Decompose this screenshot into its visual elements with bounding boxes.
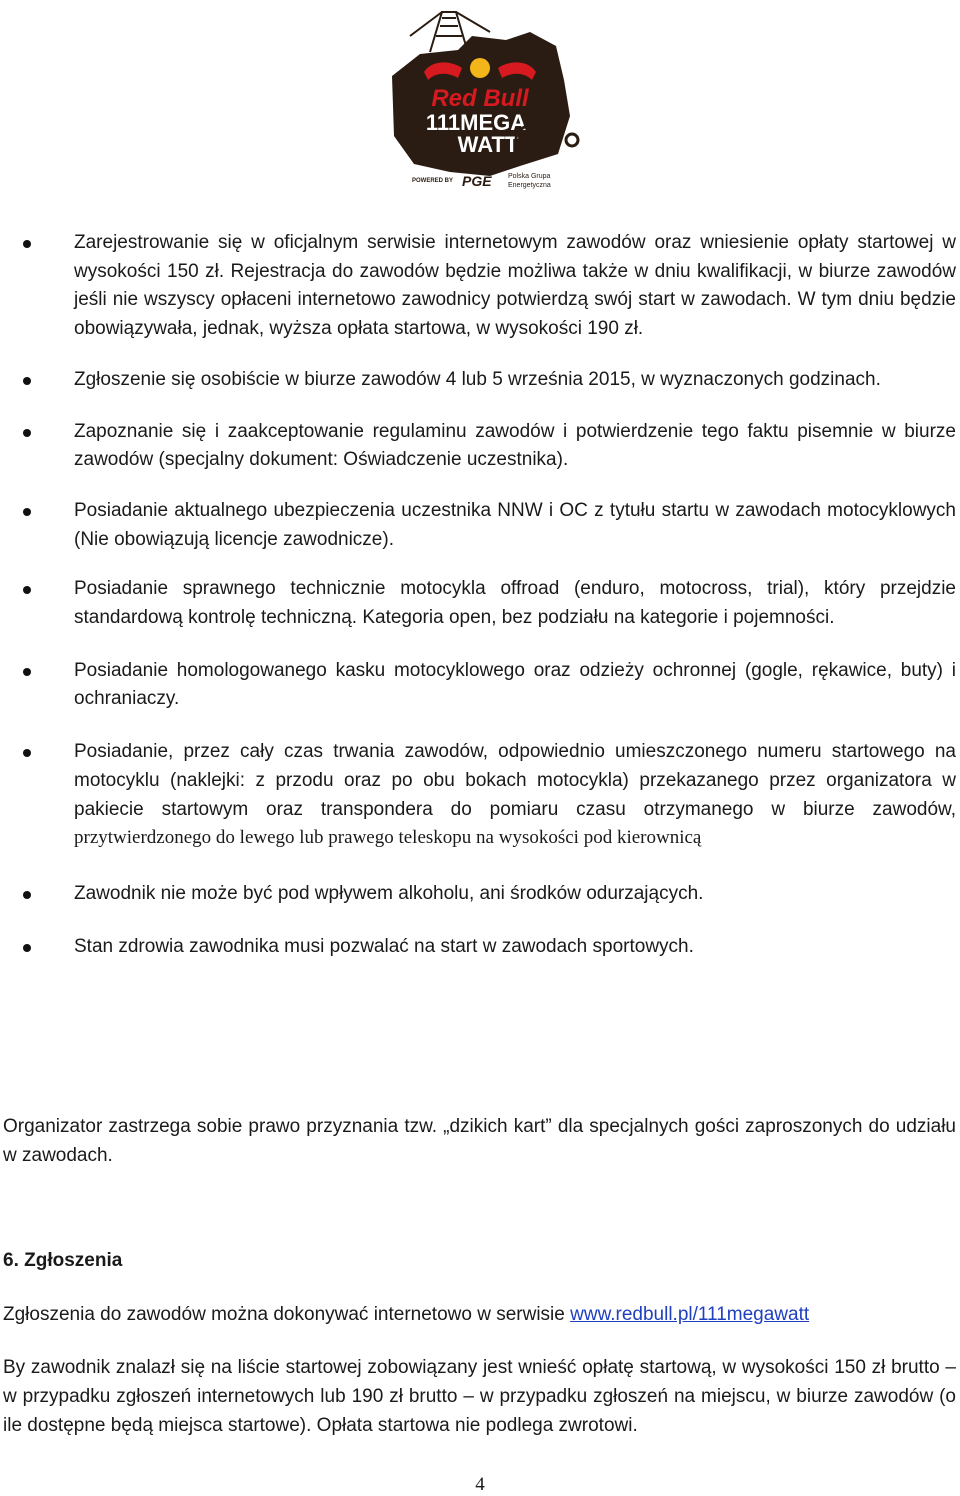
logo-line1-text: 111MEGA	[425, 110, 527, 135]
requirements-list	[0, 229, 960, 961]
logo-sponsor-line1: Polska Grupa	[508, 173, 551, 180]
bullet-icon	[23, 586, 31, 594]
registration-link[interactable]: www.redbull.pl/111megawatt	[570, 1304, 810, 1325]
logo-sponsor-line2: Energetyczna	[508, 182, 551, 189]
section-heading: 6. Zgłoszenia	[3, 1250, 123, 1271]
bullet-icon	[23, 377, 31, 385]
bullet-icon	[23, 749, 31, 757]
list-item: Zawodnik nie może być pod wpływem alkoholu, ani środków odurzających.	[0, 880, 960, 909]
bullet-icon	[23, 429, 31, 437]
list-item: Posiadanie homologowanego kasku motocyklowego oraz odzieży ochronnej (gogle, rękawice, buty) i ochraniaczy.	[0, 657, 960, 714]
logo-sponsor: PGE	[462, 173, 492, 189]
fee-paragraph: By zawodnik znalazł się na liście startowej zobowiązany jest wnieść opłatę startową, w wysokości 150 zł brutto – w przypadku zgłoszeń internetowych lub 190 zł brutto – w przypadku zgłoszeń na miejscu, w biurze zawodów (o ile dostępne będą miejsca startowe). Opłata startowa nie podlega zwrotowi.	[3, 1357, 956, 1436]
logo-brand-text: Red Bull	[431, 85, 529, 112]
list-item: Posiadanie aktualnego ubezpieczenia uczestnika NNW i OC z tytułu startu w zawodach motocyklowych (Nie obowiązują licencje zawodnicze).	[0, 497, 960, 554]
bullet-icon	[23, 240, 31, 248]
bullet-icon	[23, 508, 31, 516]
list-item: Posiadanie sprawnego technicznie motocykla offroad (enduro, motocross, trial), który przejdzie standardową kontrolę techniczną. Kategoria open, bez podziału na kategorie i pojemności.	[0, 575, 960, 632]
bullet-icon	[23, 668, 31, 676]
page-number: 4	[475, 1474, 485, 1495]
registration-paragraph: Zgłoszenia do zawodów można dokonywać internetowo w serwisie www.redbull.pl/111megawatt	[3, 1304, 810, 1325]
list-item: Zarejestrowanie się w oficjalnym serwisie internetowym zawodów oraz wniesienie opłaty startowej w wysokości 150 zł. Rejestracja do zawodów będzie możliwa także w dniu kwalifikacji, w biurze zawodów jeśli nie wszyscy opłaceni internetowo zawodnicy potwierdzą swój start w zawodach. W tym dniu będzie obowiązywała, jednak, wyższa opłata startowa, w wysokości 190 zł.	[0, 229, 960, 344]
list-item: Posiadanie, przez cały czas trwania zawodów, odpowiednio umieszczonego numeru startowego na motocyklu (naklejki: z przodu oraz po obu bokach motocykla) przekazanego przez organizatora w pakiecie startowym oraz transpondera do pomiaru czasu otrzymanego w biurze zawodów, przytwierdzonego do lewego lub prawego teleskopu na wysokości pod kierownicą	[0, 738, 960, 853]
bullet-icon	[23, 891, 31, 899]
list-item: Zgłoszenie się osobiście w biurze zawodów 4 lub 5 września 2015, w wyznaczonych godzinach.	[0, 366, 960, 395]
logo-line2-text: WATT	[457, 132, 519, 157]
logo-powered-by: POWERED BY	[412, 178, 454, 184]
list-item: Stan zdrowia zawodnika musi pozwalać na start w zawodach sportowych.	[0, 933, 960, 962]
red-bull-111-megawatt-logo-icon	[380, 6, 580, 192]
list-item: Zapoznanie się i zaakceptowanie regulaminu zawodów i potwierdzenie tego faktu pisemnie w biurze zawodów (specjalny dokument: Oświadczenie uczestnika).	[0, 418, 960, 475]
bullet-icon	[23, 944, 31, 952]
event-logo	[380, 6, 580, 192]
wildcard-paragraph: Organizator zastrzega sobie prawo przyznania tzw. „dzikich kart” dla specjalnych gości zaproszonych do udziału w zawodach.	[3, 1116, 956, 1166]
